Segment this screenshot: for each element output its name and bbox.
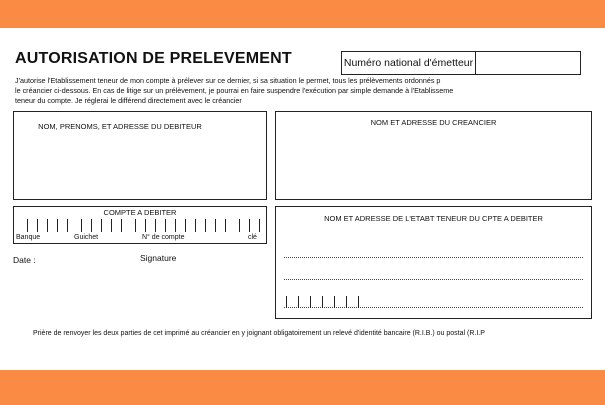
debtor-label: NOM, PRENOMS, ET ADRESSE DU DEBITEUR — [38, 122, 202, 131]
digit-separator — [346, 296, 347, 308]
bank-digit-ticks — [286, 296, 376, 308]
footer-note: Prière de renvoyer les deux parties de cet imprimé au créancier en y joignant obligatoirement un relevé d'identité bancaire (R.I.B.) ou postal (R.I.P — [33, 330, 485, 337]
form-title: AUTORISATION DE PRELEVEMENT — [15, 50, 292, 67]
digit-separator — [27, 219, 28, 232]
authorization-form — [0, 28, 605, 370]
date-label: Date : — [13, 255, 36, 265]
digit-separator — [185, 219, 186, 232]
key-label: clé — [248, 234, 257, 241]
national-number-label: Numéro national d'émetteur — [342, 52, 476, 74]
creditor-box[interactable] — [275, 111, 592, 200]
digit-separator — [91, 219, 92, 232]
digit-separator — [286, 296, 287, 308]
account-title: COMPTE A DEBITER — [103, 208, 177, 217]
digit-separator — [175, 219, 176, 232]
digit-separator — [135, 219, 136, 232]
digit-separator — [121, 219, 122, 232]
address-line — [284, 279, 583, 280]
account-box[interactable] — [13, 206, 267, 244]
digit-separator — [205, 219, 206, 232]
digit-separator — [81, 219, 82, 232]
account-digit-ticks — [17, 219, 262, 232]
digit-separator — [334, 296, 335, 308]
digit-separator — [111, 219, 112, 232]
national-number-field[interactable] — [341, 51, 581, 75]
intro-line: le créancier ci-dessous. En cas de litige sur un prélèvement, je pourrai en faire suspendre l'exécution par simple demande à l'Etablisseme — [15, 85, 454, 95]
intro-line: J'autorise l'Etablissement teneur de mon compte à prélever sur ce dernier, si sa situation le permet, tous les prélèvements ordonnés p — [15, 76, 441, 85]
digit-separator — [298, 296, 299, 308]
debtor-box[interactable] — [13, 111, 267, 200]
bank-box-label: NOM ET ADRESSE DE L'ETABT TENEUR DU CPTE A DEBITER — [324, 214, 543, 223]
digit-separator — [165, 219, 166, 232]
digit-separator — [358, 296, 359, 308]
digit-separator — [57, 219, 58, 232]
creditor-label: NOM ET ADRESSE DU CREANCIER — [370, 118, 497, 127]
digit-separator — [101, 219, 102, 232]
digit-separator — [47, 219, 48, 232]
branch-code-label: Guichet — [74, 234, 99, 241]
digit-separator — [322, 296, 323, 308]
digit-separator — [239, 219, 240, 232]
digit-separator — [249, 219, 250, 232]
intro-text — [15, 76, 585, 105]
digit-separator — [145, 219, 146, 232]
address-line — [284, 257, 583, 258]
digit-separator — [67, 219, 68, 232]
digit-separator — [310, 296, 311, 308]
bank-code-label: Banque — [16, 234, 41, 241]
digit-separator — [37, 219, 38, 232]
digit-separator — [155, 219, 156, 232]
bank-box[interactable] — [275, 206, 592, 319]
signature-label: Signature — [140, 253, 177, 263]
digit-separator — [215, 219, 216, 232]
digit-separator — [195, 219, 196, 232]
digit-separator — [225, 219, 226, 232]
account-number-label: N° de compte — [142, 234, 185, 241]
digit-separator — [259, 219, 260, 232]
intro-line: teneur du compte. Je réglerai le différend directement avec le créancier — [15, 95, 242, 105]
